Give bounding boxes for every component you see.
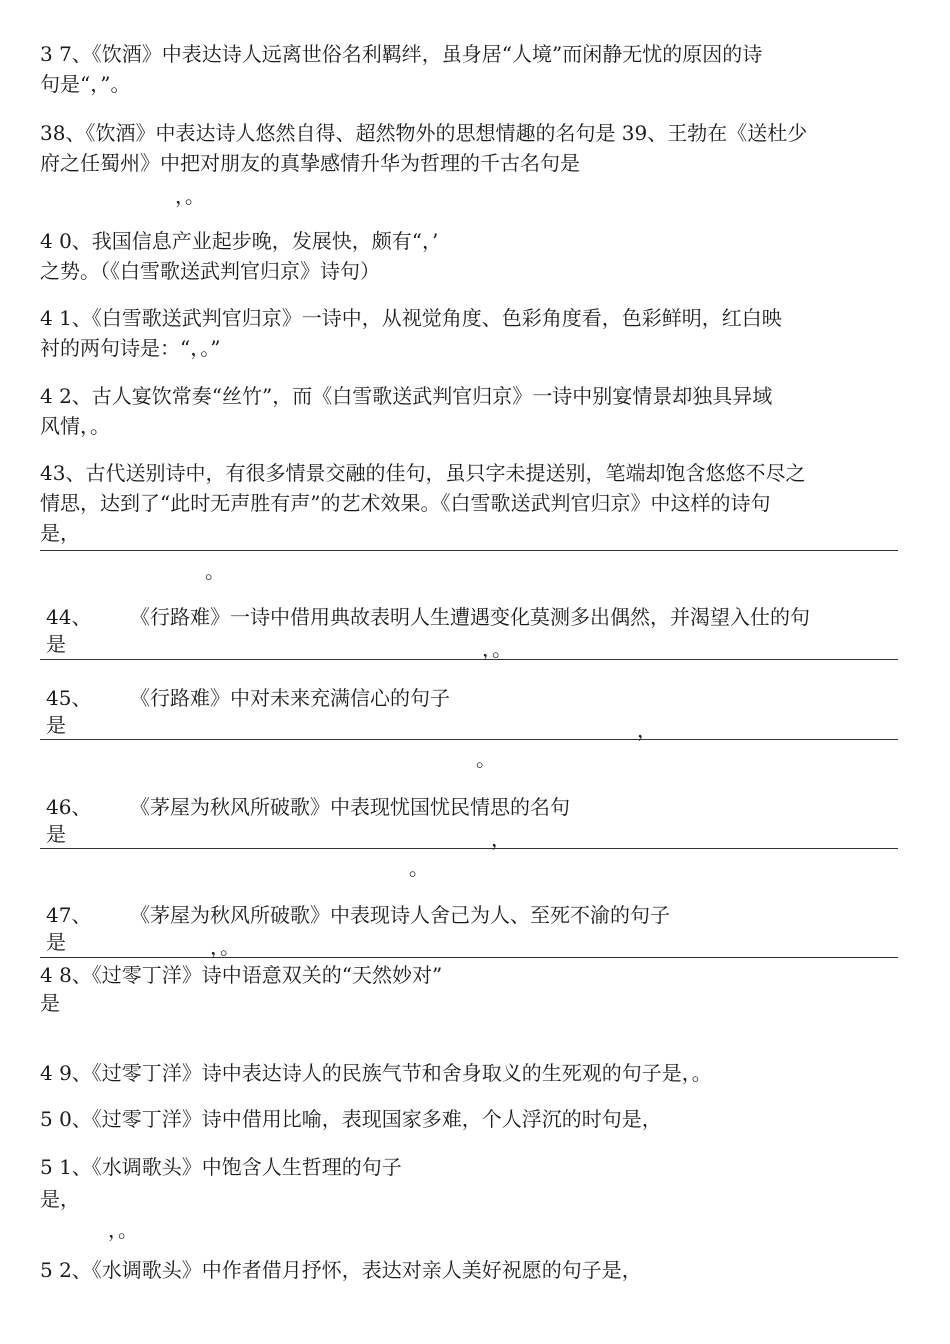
q52-line1: 5 2、《水调歌头》中作者借月抒怀，表达对亲人美好祝愿的句子是，: [40, 1258, 642, 1282]
q38-line2: 府之任蜀州》中把对朋友的真挚感情升华为哲理的千古名句是: [40, 151, 580, 175]
q44-answer-rule: [40, 659, 898, 660]
q51-line3: ，。: [108, 1218, 138, 1242]
q43-line1: 43、古代送别诗中，有很多情景交融的佳句，虽只字未提送别，笔端却饱含悠悠不尽之: [40, 461, 806, 485]
q49-line1: 4 9、《过零丁洋》诗中表达诗人的民族气节和舍身取义的生死观的句子是，。: [40, 1061, 712, 1085]
q42-line1: 4 2、古人宴饮常奏“丝竹”，而《白雪歌送武判官归京》一诗中别宴情景却独具异域: [40, 384, 773, 408]
q37-line1: 3 7、《饮酒》中表达诗人远离世俗名利羁绊，虽身居“人境”而闲静无忧的原因的诗: [40, 42, 763, 66]
q46-number: 46、: [46, 795, 92, 819]
q47-number: 47、: [46, 903, 92, 927]
q44-number: 44、: [46, 605, 92, 629]
q41-line1: 4 1、《白雪歌送武判官归京》一诗中，从视觉角度、色彩角度看，色彩鲜明，红白映: [40, 306, 782, 330]
q45-text: 《行路难》中对未来充满信心的句子: [130, 686, 450, 710]
q41-line2: 衬的两句诗是：“，。”: [40, 336, 221, 360]
q44-text: 《行路难》一诗中借用典故表明人生遭遇变化莫测多出偶然，并渴望入仕的句: [130, 605, 810, 629]
q46-text: 《茅屋为秋风所破歌》中表现忧国忧民情思的名句: [130, 795, 570, 819]
q47-text: 《茅屋为秋风所破歌》中表现诗人舍己为人、至死不渝的句子: [130, 903, 670, 927]
q46-shi: 是: [46, 822, 66, 846]
q45-number: 45、: [46, 686, 92, 710]
q43-line4: 。: [205, 559, 225, 583]
q45-period: 。: [476, 747, 496, 771]
q46-period: 。: [409, 856, 429, 880]
q43-line3: 是，: [40, 521, 80, 545]
q46-answer-rule: [40, 848, 898, 849]
q40-line2: 之势。（《白雪歌送武判官归京》诗句）: [40, 259, 380, 283]
q37-line2: 句是“，”。: [40, 72, 131, 96]
q44-tail: ，。: [482, 637, 512, 661]
q50-line1: 5 0、《过零丁洋》诗中借用比喻，表现国家多难，个人浮沉的时句是，: [40, 1107, 662, 1131]
q48-line1: 4 8、《过零丁洋》诗中语意双关的“天然妙对”: [40, 963, 443, 987]
q42-line2: 风情，。: [40, 414, 110, 438]
q40-line1: 4 0、我国信息产业起步晚，发展快，颇有“，’: [40, 229, 439, 253]
q47-answer-rule: [40, 957, 898, 958]
q47-tail: ，。: [210, 935, 240, 959]
q45-shi: 是: [46, 713, 66, 737]
q46-comma: ，: [491, 827, 511, 851]
q44-shi: 是: [46, 632, 66, 656]
q45-answer-rule: [40, 739, 898, 740]
q51-line2: 是，: [40, 1187, 80, 1211]
q43-answer-rule: [40, 550, 898, 551]
q51-line1: 5 1、《水调歌头》中饱含人生哲理的句子: [40, 1155, 402, 1179]
q45-comma: ，: [637, 718, 657, 742]
q38-line3: ，。: [175, 184, 205, 208]
q43-line2: 情思，达到了“此时无声胜有声”的艺术效果。《白雪歌送武判官归京》中这样的诗句: [40, 491, 771, 515]
q38-line1: 38、《饮酒》中表达诗人悠然自得、超然物外的思想情趣的名句是 39、王勃在《送杜少: [40, 121, 808, 145]
q48-line2: 是: [40, 991, 60, 1015]
q47-shi: 是: [46, 930, 66, 954]
